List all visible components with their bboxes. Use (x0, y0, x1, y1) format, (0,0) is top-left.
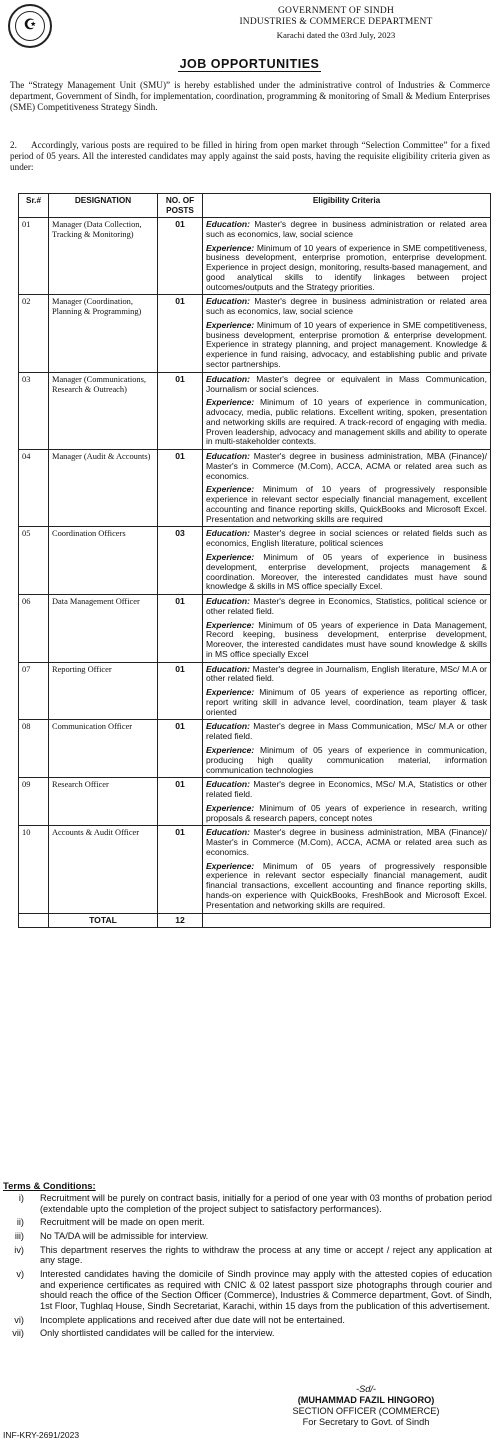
signature-block (241, 1384, 491, 1427)
row-criteria (203, 527, 491, 595)
total-posts: 12 (158, 913, 203, 928)
experience-criteria (206, 553, 487, 592)
experience-text: Minimum of 05 years of experience in Data Management, Record keeping, business development, enterprise development, Moreover, the interested candidates must have sound knowledge & skills in MS office specially Excel (206, 619, 487, 659)
row-posts: 01 (158, 372, 203, 449)
education-text: Master's degree or equivalent in Mass Communication, Journalism or social sciences. (206, 373, 487, 394)
term-item (2, 1231, 492, 1242)
education-label: Education: (206, 779, 250, 790)
experience-criteria (206, 862, 487, 911)
letterhead-date: Karachi dated the 03rd July, 2023 (276, 30, 396, 41)
education-text: Master's degree in business administration, MBA (Finance)/ Master's in Commerce (M.Com), ACCA, ACMA or related area such as economics. (206, 827, 487, 857)
experience-text: Minimum of 05 years of experience in research, writing proposals & research papers, concept notes (206, 802, 487, 823)
row-sr: 01 (19, 218, 49, 295)
education-label: Education: (206, 721, 250, 732)
table-row (19, 450, 491, 527)
education-text: Master's degree in business administration, MBA (Finance)/ Master's in Commerce (M.Com), ACCA, ACMA or related area such as economics. (206, 451, 487, 481)
recruitment-paragraph: 2. Accordingly, various posts are required to be filled in hiring from open market through “Selection Committee” for a fixed period of 05 years. All the interested candidates may apply against the said posts, having the requisite eligibility criteria given as under: (10, 140, 490, 173)
header-criteria: Eligibility Criteria (203, 194, 491, 218)
row-designation: Data Management Officer (49, 595, 158, 663)
term-text: Incomplete applications and received after due date will not be entertained. (40, 1314, 345, 1325)
row-posts: 01 (158, 778, 203, 826)
education-criteria (206, 452, 487, 481)
table-row (19, 372, 491, 449)
experience-criteria (206, 621, 487, 660)
total-row (19, 913, 491, 928)
row-sr: 09 (19, 778, 49, 826)
row-criteria (203, 662, 491, 720)
row-criteria (203, 826, 491, 913)
row-sr: 05 (19, 527, 49, 595)
experience-label: Experience: (206, 552, 255, 562)
signatory-designation: SECTION OFFICER (COMMERCE) (292, 1405, 440, 1416)
total-criteria-cell (203, 913, 491, 928)
row-posts: 01 (158, 720, 203, 778)
education-criteria (206, 780, 487, 800)
education-criteria (206, 220, 487, 240)
experience-criteria (206, 746, 487, 775)
term-item (2, 1245, 492, 1266)
education-criteria (206, 529, 487, 549)
row-designation: Reporting Officer (49, 662, 158, 720)
experience-text: Minimum of 05 years of experience in communication, producing high quality communication material, information communication technologies (206, 745, 487, 775)
row-criteria (203, 372, 491, 449)
education-criteria (206, 828, 487, 857)
experience-label: Experience: (206, 802, 255, 813)
experience-label: Experience: (206, 242, 255, 253)
page-title (0, 57, 499, 72)
row-criteria (203, 720, 491, 778)
education-label: Education: (206, 663, 250, 674)
signatory-for: For Secretary to Govt. of Sindh (302, 1416, 430, 1427)
experience-label: Experience: (206, 687, 255, 698)
table-row (19, 295, 491, 372)
row-sr: 08 (19, 720, 49, 778)
education-text: Master's degree in Economics, MSc/ M.A, Statistics or other related field. (206, 779, 487, 800)
education-label: Education: (206, 296, 250, 307)
term-item (2, 1328, 492, 1339)
education-text: Master's degree in Economics, Statistics, political science or other related field. (206, 596, 487, 616)
intro-paragraph: The “Strategy Management Unit (SMU)” is hereby established under the administrative control of Industries & Commerce department, Government of Sindh, for implementation, coordination, programming & monitoring of Small & Medium Enterprises (SME) Competitiveness Strategy Sindh. (10, 80, 490, 113)
experience-criteria (206, 688, 487, 717)
experience-label: Experience: (206, 745, 255, 756)
experience-text: Minimum of 05 years of experience in business development, enterprise development, projects management & coordination. Moreover, the interested candidates must have sound knowledge & skills in MS office specially Excel. (206, 552, 487, 592)
term-number: vii) (12, 1328, 24, 1339)
education-text: Master's degree in social sciences or related fields such as economics, English literature, political sciences (206, 528, 487, 549)
education-text: Master's degree in business administration or related area such as economics, law, social science (206, 296, 487, 317)
letterhead (211, 6, 461, 40)
government-seal-logo (8, 4, 52, 48)
education-label: Education: (206, 827, 250, 838)
education-label: Education: (206, 596, 250, 607)
row-designation: Communication Officer (49, 720, 158, 778)
term-number: i) (18, 1193, 24, 1203)
signatory-name: (MUHAMMAD FAZIL HINGORO) (297, 1394, 435, 1405)
row-sr: 02 (19, 295, 49, 372)
table-row (19, 826, 491, 913)
table-row (19, 527, 491, 595)
row-designation: Manager (Coordination, Planning & Programming) (49, 295, 158, 372)
experience-text: Minimum of 05 years of experience as reporting officer, report writing skill in advance level, coordination, team player & task oriented (206, 687, 487, 717)
row-posts: 01 (158, 450, 203, 527)
seal-emblem-icon: ☪ (15, 11, 45, 41)
row-designation: Coordination Officers (49, 527, 158, 595)
term-item (2, 1269, 492, 1312)
signature-sd: -Sd/- (356, 1384, 376, 1394)
term-text: Recruitment will be made on open merit. (40, 1217, 205, 1228)
row-sr: 03 (19, 372, 49, 449)
experience-text: Minimum of 10 years of progressively responsible experience in relevant sector especially financial management, excellent accounting and finance reporting skills, QuickBooks and Microsoft Excel. Presentation and networking skills are required (206, 484, 487, 524)
table-row (19, 595, 491, 663)
letterhead-government: GOVERNMENT OF SINDH (277, 6, 395, 16)
term-number: vi) (14, 1314, 24, 1325)
row-posts: 01 (158, 662, 203, 720)
header-designation: DESIGNATION (49, 194, 158, 218)
table-header-row (19, 194, 491, 218)
table-row (19, 662, 491, 720)
row-criteria (203, 778, 491, 826)
education-label: Education: (206, 219, 250, 230)
term-number: v) (16, 1269, 24, 1280)
total-label: TOTAL (49, 913, 158, 928)
experience-criteria (206, 321, 487, 370)
term-number: iv) (14, 1244, 24, 1255)
job-rows (19, 218, 491, 913)
row-designation: Research Officer (49, 778, 158, 826)
experience-criteria (206, 398, 487, 447)
row-sr: 04 (19, 450, 49, 527)
experience-label: Experience: (206, 319, 255, 330)
row-designation: Manager (Communications, Research & Outreach) (49, 372, 158, 449)
row-criteria (203, 295, 491, 372)
term-text: Interested candidates having the domicile of Sindh province may apply with the attested copies of education and experience certificates as required with CNIC & 02 latest passport size photographs through courier and should reach the office of the Section Officer (Commerce), Industries & Commerce department, Govt. of Sindh, 1st Floor, Tughlaq House, Sindh Secretariat, Karachi, within 15 days from the publication of this advertisement. (40, 1269, 492, 1312)
row-posts: 01 (158, 218, 203, 295)
term-number: ii) (16, 1217, 24, 1228)
term-item (2, 1315, 492, 1326)
experience-text: Minimum of 05 years of progressively responsible experience in relevant sector especially financial management, audit financial transactions, excellent accounting and finance reporting skills, hands-on experience with QuickBooks, FreshBook and Microsoft Excel. Presentation and networking skills are required. (206, 860, 487, 910)
education-criteria (206, 297, 487, 317)
experience-criteria (206, 485, 487, 524)
header-sr: Sr.# (19, 194, 49, 218)
experience-label: Experience: (206, 484, 255, 495)
row-designation: Manager (Audit & Accounts) (49, 450, 158, 527)
education-label: Education: (206, 451, 250, 462)
education-text: Master's degree in business administration or related area such as economics, law, social science (206, 219, 487, 239)
education-criteria (206, 665, 487, 685)
experience-text: Minimum of 10 years of experience in SME competitiveness, business development, enterprise promotion, enterprise development. Experience in project design, monitoring, results-based management, and good analytical skills to identify linkages between project outcomes/outputs and the Strategy priorities. (206, 242, 487, 292)
row-posts: 03 (158, 527, 203, 595)
term-number: iii) (14, 1231, 24, 1242)
table-row (19, 720, 491, 778)
terms-title: Terms & Conditions: (3, 1181, 96, 1192)
row-posts: 01 (158, 295, 203, 372)
experience-label: Experience: (206, 860, 255, 871)
row-designation: Manager (Data Collection, Tracking & Monitoring) (49, 218, 158, 295)
row-criteria (203, 218, 491, 295)
term-text: No TA/DA will be admissible for interview. (40, 1231, 209, 1242)
row-posts: 01 (158, 595, 203, 663)
education-criteria (206, 375, 487, 395)
page-title-text: JOB OPPORTUNITIES (179, 57, 320, 71)
term-text: This department reserves the rights to withdraw the process at any time or accept / reject any application at any stage. (40, 1244, 492, 1266)
advertisement-reference: INF-KRY-2691/2023 (3, 1430, 80, 1440)
row-criteria (203, 450, 491, 527)
experience-label: Experience: (206, 619, 255, 630)
term-text: Recruitment will be purely on contract basis, initially for a period of one year with 03 months of probation period (extendable upto the completion of the project subject to satisfactory performances). (40, 1193, 492, 1214)
term-item (2, 1217, 492, 1228)
total-sr-cell (19, 913, 49, 928)
row-designation: Accounts & Audit Officer (49, 826, 158, 913)
letterhead-department: INDUSTRIES & COMMERCE DEPARTMENT (239, 17, 433, 28)
table-row (19, 778, 491, 826)
experience-label: Experience: (206, 397, 255, 408)
experience-text: Minimum of 10 years of experience in communication, advocacy, media, public relations. Excellent writing, spoken, presentation and networking skills are required. A track-record of engaging with media. Proven leadership, advocacy and management skills and ability to operate in multi-stakeholder contexts. (206, 397, 487, 447)
experience-criteria (206, 804, 487, 824)
row-sr: 07 (19, 662, 49, 720)
education-criteria (206, 597, 487, 617)
row-sr: 10 (19, 826, 49, 913)
experience-criteria (206, 244, 487, 293)
row-posts: 01 (158, 826, 203, 913)
education-text: Master's degree in Mass Communication, MSc/ M.A or other related field. (206, 721, 487, 742)
table-row (19, 218, 491, 295)
term-item (2, 1193, 492, 1214)
experience-text: Minimum of 10 years of experience in SME competitiveness, business development, enterprise promotion & enterprise development. Experience in strategy planning, and project management. Knowledge & experience in fund raising, advocacy, and establishing public and private sector partnerships. (206, 319, 487, 369)
header-posts: NO. OF POSTS (158, 194, 203, 218)
education-criteria (206, 722, 487, 742)
row-sr: 06 (19, 595, 49, 663)
row-criteria (203, 595, 491, 663)
job-table (18, 193, 491, 928)
education-label: Education: (206, 373, 250, 384)
education-label: Education: (206, 528, 250, 539)
education-text: Master's degree in Journalism, English literature, MSc/ M.A or other related field. (206, 663, 487, 684)
terms-list (2, 1193, 492, 1342)
term-text: Only shortlisted candidates will be called for the interview. (40, 1328, 275, 1339)
